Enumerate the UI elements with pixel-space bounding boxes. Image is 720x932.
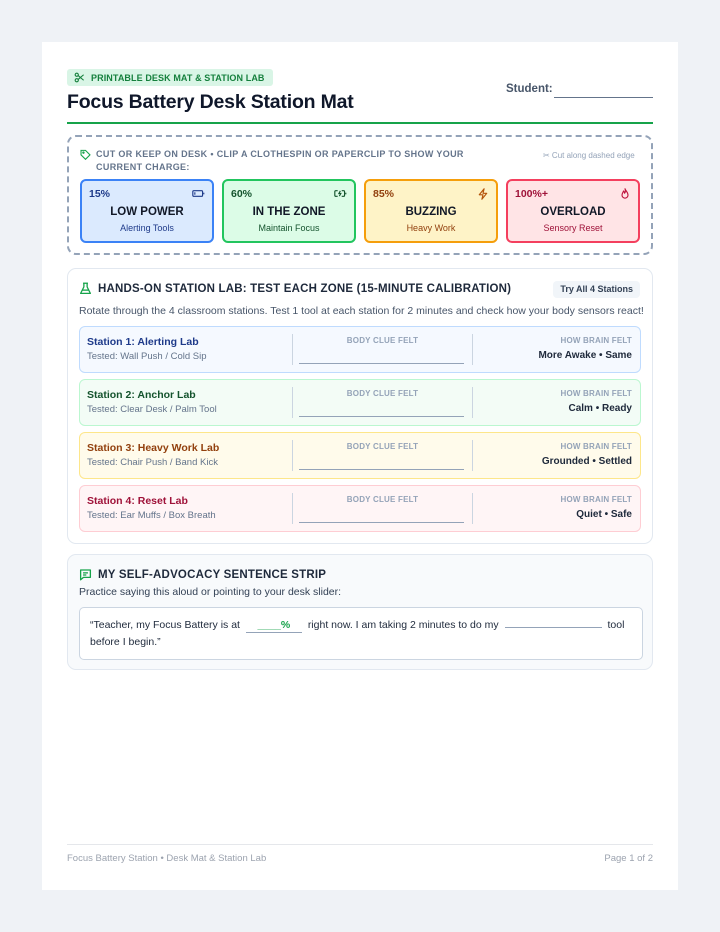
station-lab-description: Rotate through the 4 classroom stations. Test 1 tool at each station for 2 minutes and check how your body sensors react! bbox=[79, 305, 644, 317]
body-clue-field[interactable] bbox=[299, 363, 464, 364]
sentence-part: tool before I begin.” bbox=[90, 619, 625, 648]
zone-in-the-zone[interactable] bbox=[222, 179, 356, 243]
brain-felt-value: More Awake • Same bbox=[538, 350, 632, 361]
header-tag bbox=[67, 69, 273, 86]
tag-icon bbox=[80, 149, 91, 160]
brain-felt-value: Calm • Ready bbox=[568, 403, 632, 414]
divider bbox=[472, 334, 473, 365]
station-tested: Tested: Chair Push / Band Kick bbox=[87, 457, 218, 468]
sentence-strip bbox=[79, 607, 643, 660]
student-name-field[interactable] bbox=[554, 97, 653, 98]
brain-felt-label: HOW BRAIN FELT bbox=[560, 389, 632, 398]
cut-instruction bbox=[80, 148, 510, 173]
brain-felt-label: HOW BRAIN FELT bbox=[560, 495, 632, 504]
zone-percent: 15% bbox=[89, 188, 111, 200]
zone-percent: 100%+ bbox=[515, 188, 548, 200]
station-row-heavy-work bbox=[79, 432, 641, 479]
station-tested: Tested: Ear Muffs / Box Breath bbox=[87, 510, 216, 521]
station-name: Station 4: Reset Lab bbox=[87, 495, 188, 507]
station-list bbox=[79, 326, 641, 538]
page-number: Page 1 of 2 bbox=[604, 853, 653, 864]
flask-icon bbox=[79, 282, 92, 295]
cut-note: ✂ Cut along dashed edge bbox=[543, 151, 635, 160]
station-name: Station 3: Heavy Work Lab bbox=[87, 442, 220, 454]
divider bbox=[472, 440, 473, 471]
zone-buzzing[interactable] bbox=[364, 179, 498, 243]
sentence-part: “Teacher, my Focus Battery is at bbox=[90, 619, 240, 631]
brain-felt-value: Quiet • Safe bbox=[576, 509, 632, 520]
footer-divider bbox=[67, 844, 653, 845]
station-row-reset bbox=[79, 485, 641, 532]
station-tested: Tested: Clear Desk / Palm Tool bbox=[87, 404, 217, 415]
zone-name: OVERLOAD bbox=[540, 206, 606, 218]
battery-percent-blank[interactable]: ____% bbox=[246, 619, 302, 633]
zone-name: BUZZING bbox=[405, 206, 457, 218]
speech-bubble-icon bbox=[79, 568, 92, 581]
divider bbox=[472, 493, 473, 524]
try-all-stations-button[interactable]: Try All 4 Stations bbox=[553, 281, 640, 298]
title-divider bbox=[67, 122, 653, 124]
lightning-icon bbox=[477, 188, 489, 200]
zone-percent: 60% bbox=[231, 188, 253, 200]
sentence-part: right now. I am taking 2 minutes to do my bbox=[307, 619, 499, 631]
body-clue-field[interactable] bbox=[299, 469, 464, 470]
body-clue-field[interactable] bbox=[299, 416, 464, 417]
zone-subtitle: Alerting Tools bbox=[120, 223, 174, 233]
battery-low-icon bbox=[192, 188, 205, 199]
page-title: Focus Battery Desk Station Mat bbox=[67, 91, 354, 113]
tool-blank[interactable] bbox=[505, 627, 602, 628]
brain-felt-label: HOW BRAIN FELT bbox=[560, 336, 632, 345]
brain-felt-label: HOW BRAIN FELT bbox=[560, 442, 632, 451]
station-lab-section bbox=[67, 268, 653, 544]
zone-overload[interactable] bbox=[506, 179, 640, 243]
zone-name: IN THE ZONE bbox=[252, 206, 326, 218]
zone-low-power[interactable] bbox=[80, 179, 214, 243]
footer-title: Focus Battery Station • Desk Mat & Station Lab bbox=[67, 853, 267, 864]
zone-subtitle: Heavy Work bbox=[406, 223, 456, 233]
worksheet-page bbox=[42, 42, 678, 890]
station-name: Station 2: Anchor Lab bbox=[87, 389, 196, 401]
student-label: Student: bbox=[506, 83, 553, 95]
header-tag-label: PRINTABLE DESK MAT & STATION LAB bbox=[91, 72, 265, 83]
station-row-alerting bbox=[79, 326, 641, 373]
brain-felt-value: Grounded • Settled bbox=[541, 456, 632, 467]
self-advocacy-header bbox=[79, 568, 326, 581]
station-lab-header bbox=[79, 282, 511, 295]
cut-out-desk-mat bbox=[67, 135, 653, 255]
station-tested: Tested: Wall Push / Cold Sip bbox=[87, 351, 207, 362]
cut-instruction-text: CUT OR KEEP ON DESK • CLIP A CLOTHESPIN OR PAPERCLIP TO SHOW YOUR CURRENT CHARGE: bbox=[96, 149, 464, 172]
body-clue-label: BODY CLUE FELT bbox=[346, 389, 419, 398]
self-advocacy-section bbox=[67, 554, 653, 670]
scissors-icon bbox=[74, 72, 85, 83]
body-clue-label: BODY CLUE FELT bbox=[346, 495, 419, 504]
zone-subtitle: Maintain Focus bbox=[258, 223, 320, 233]
body-clue-label: BODY CLUE FELT bbox=[346, 336, 419, 345]
body-clue-field[interactable] bbox=[299, 522, 464, 523]
divider bbox=[472, 387, 473, 418]
station-lab-title: HANDS-ON STATION LAB: TEST EACH ZONE (15-MINUTE CALIBRATION) bbox=[98, 282, 512, 295]
zone-percent: 85% bbox=[373, 188, 395, 200]
self-advocacy-description: Practice saying this aloud or pointing to your desk slider: bbox=[79, 586, 342, 598]
body-clue-label: BODY CLUE FELT bbox=[346, 442, 419, 451]
flame-icon bbox=[619, 188, 631, 200]
battery-charging-icon bbox=[334, 188, 347, 199]
station-name: Station 1: Alerting Lab bbox=[87, 336, 199, 348]
zone-subtitle: Sensory Reset bbox=[543, 223, 603, 233]
self-advocacy-title: MY SELF-ADVOCACY SENTENCE STRIP bbox=[98, 568, 327, 581]
zone-name: LOW POWER bbox=[110, 206, 184, 218]
battery-zones bbox=[80, 179, 640, 243]
station-row-anchor bbox=[79, 379, 641, 426]
